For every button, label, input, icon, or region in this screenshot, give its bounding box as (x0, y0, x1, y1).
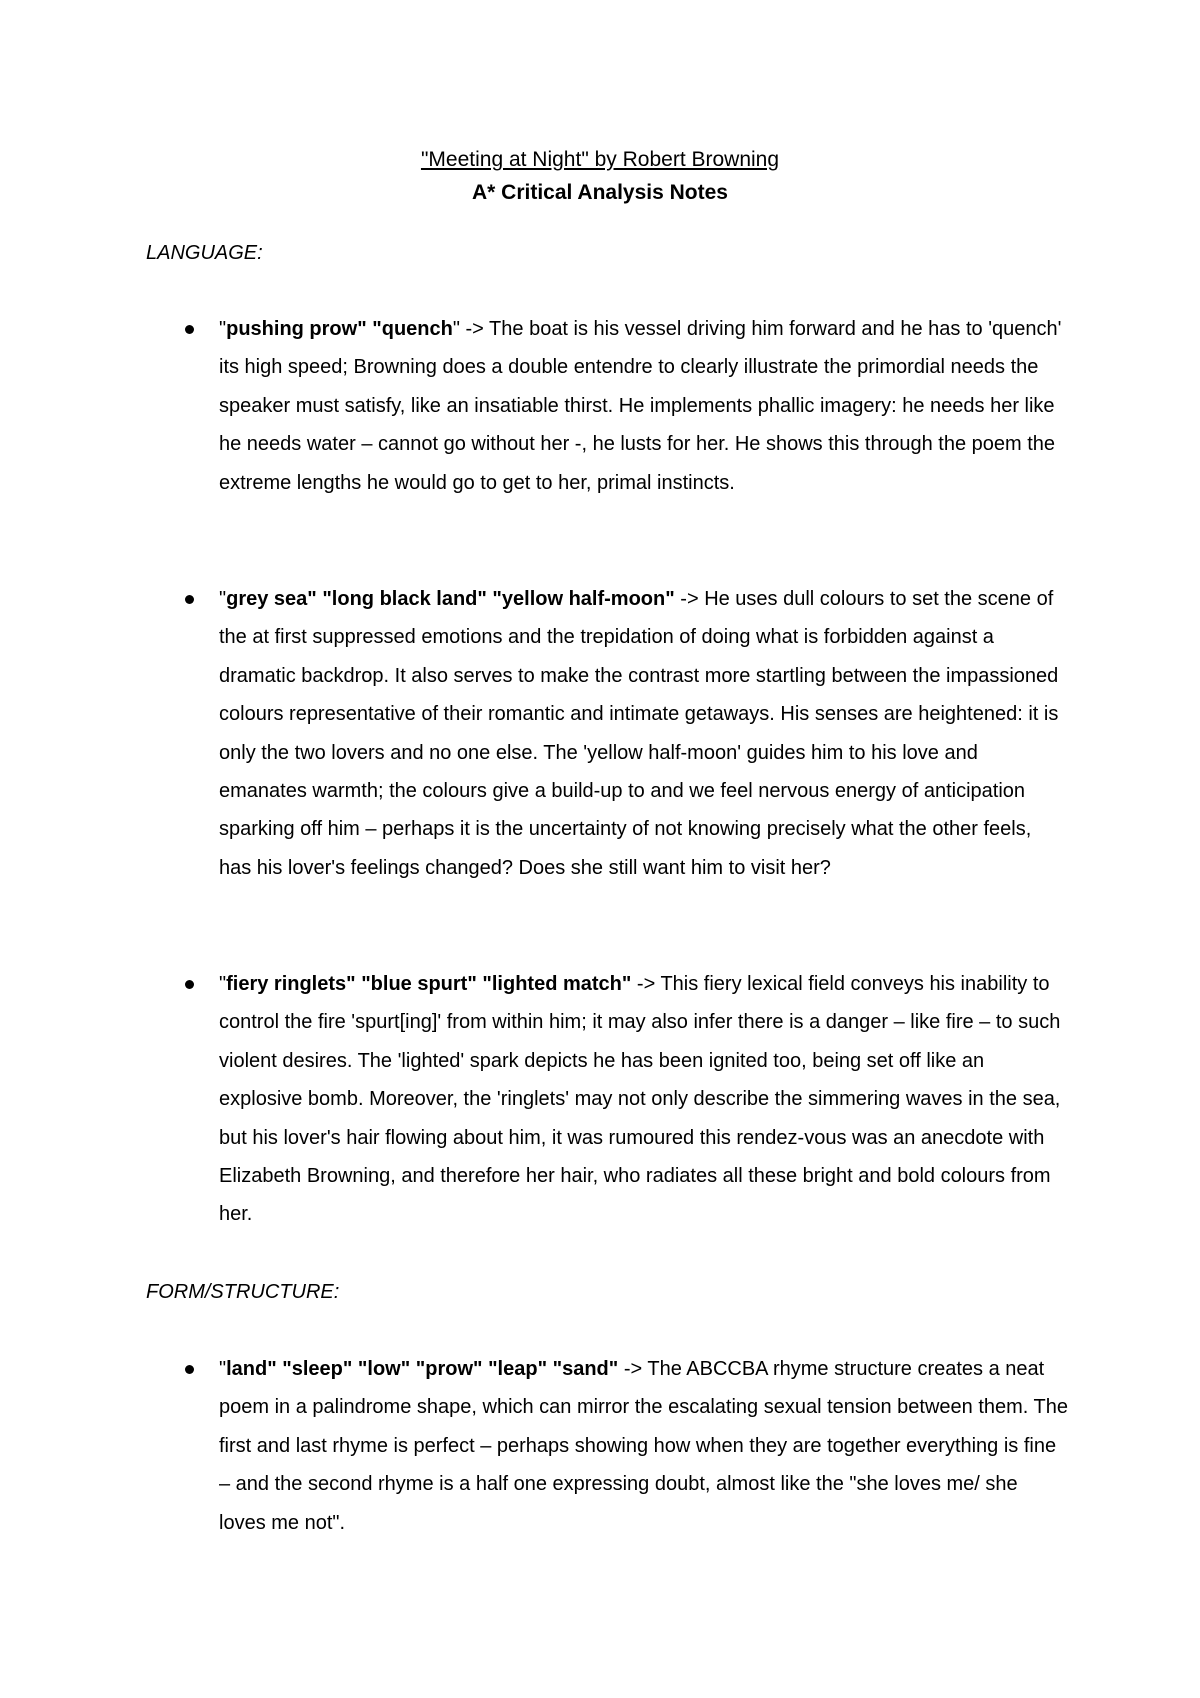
bullet-icon (185, 980, 194, 989)
list-item-quotes: grey sea" "long black land" "yellow half-moon" (226, 588, 675, 610)
list-item-arrow: -> (674, 588, 705, 610)
list-item-open-quote: " (219, 318, 227, 340)
list-item-arrow: -> (459, 318, 490, 340)
list-item-open-quote: " (219, 588, 227, 610)
list-item-commentary: The boat is his vessel driving him forward and he has to 'quench' its high speed; Browning does a double entendre to clearly illustrate the primordial needs the speaker must satisfy, like an insatiable thirst. He implements phallic imagery: he needs her like he needs water – cannot go without her -, he lusts for her. He shows this through the poem the extreme lengths he would go to get to her, primal instincts. (219, 318, 1062, 494)
document-subtitle: A* Critical Analysis Notes (472, 181, 728, 204)
list-item (219, 580, 1069, 887)
document-title (0, 146, 1200, 174)
list-item-open-quote: " (219, 1358, 227, 1380)
list-item (219, 965, 1069, 1234)
list-item (219, 1350, 1069, 1542)
list-item-arrow: -> (631, 973, 661, 995)
bullet-icon (185, 325, 194, 334)
list-item-commentary: He uses dull colours to set the scene of the at first suppressed emotions and the trepidation of doing what is forbidden against a dramatic backdrop. It also serves to make the contrast more startling between the impassioned colours representative of their romantic and intimate getaways. His senses are heightened: it is only the two lovers and no one else. The 'yellow half-moon' guides him to his love and emanates warmth; the colours give a build-up to and we feel nervous energy of anticipation sparking off him – perhaps it is the uncertainty of not knowing precisely what the other feels, has his lover's feelings changed? Does she still want him to visit her? (219, 588, 1059, 879)
bullet-icon (185, 1365, 194, 1374)
section-heading-language: LANGUAGE: (146, 242, 263, 264)
list-item-commentary: This fiery lexical field conveys his inability to control the fire 'spurt[ing]' from within him; it may also infer there is a danger – like fire – to such violent desires. The 'lighted' spark depicts he has been ignited too, being set off like an explosive bomb. Moreover, the 'ringlets' may not only describe the simmering waves in the sea, but his lover's hair flowing about him, it was rumoured this rendez-vous was an anecdote with Elizabeth Browning, and therefore her hair, who radiates all these bright and bold colours from her. (219, 973, 1061, 1226)
list-item (219, 310, 1069, 502)
list-item-text (219, 310, 1069, 502)
list-item-text (219, 1350, 1069, 1542)
list-item-close-quote: " (452, 318, 460, 340)
document-title-text: "Meeting at Night" by Robert Browning (420, 148, 780, 171)
list-item-commentary: The ABCCBA rhyme structure creates a neat poem in a palindrome shape, which can mirror the escalating sexual tension between them. The first and last rhyme is perfect – perhaps showing how when they are together everything is fine – and the second rhyme is a half one expressing doubt, almost like the "she loves me/ she loves me not". (219, 1358, 1068, 1534)
list-item-open-quote: " (219, 973, 227, 995)
list-item-arrow: -> (618, 1358, 648, 1380)
list-item-text (219, 580, 1069, 887)
bullet-icon (185, 595, 194, 604)
list-item-text (219, 965, 1069, 1234)
section-heading-form-structure: FORM/STRUCTURE: (146, 1281, 340, 1303)
list-item-quotes: pushing prow" "quench (226, 318, 453, 340)
list-item-quotes: fiery ringlets" "blue spurt" "lighted match" (226, 973, 632, 995)
list-item-quotes: land" "sleep" "low" "prow" "leap" "sand" (226, 1358, 619, 1380)
